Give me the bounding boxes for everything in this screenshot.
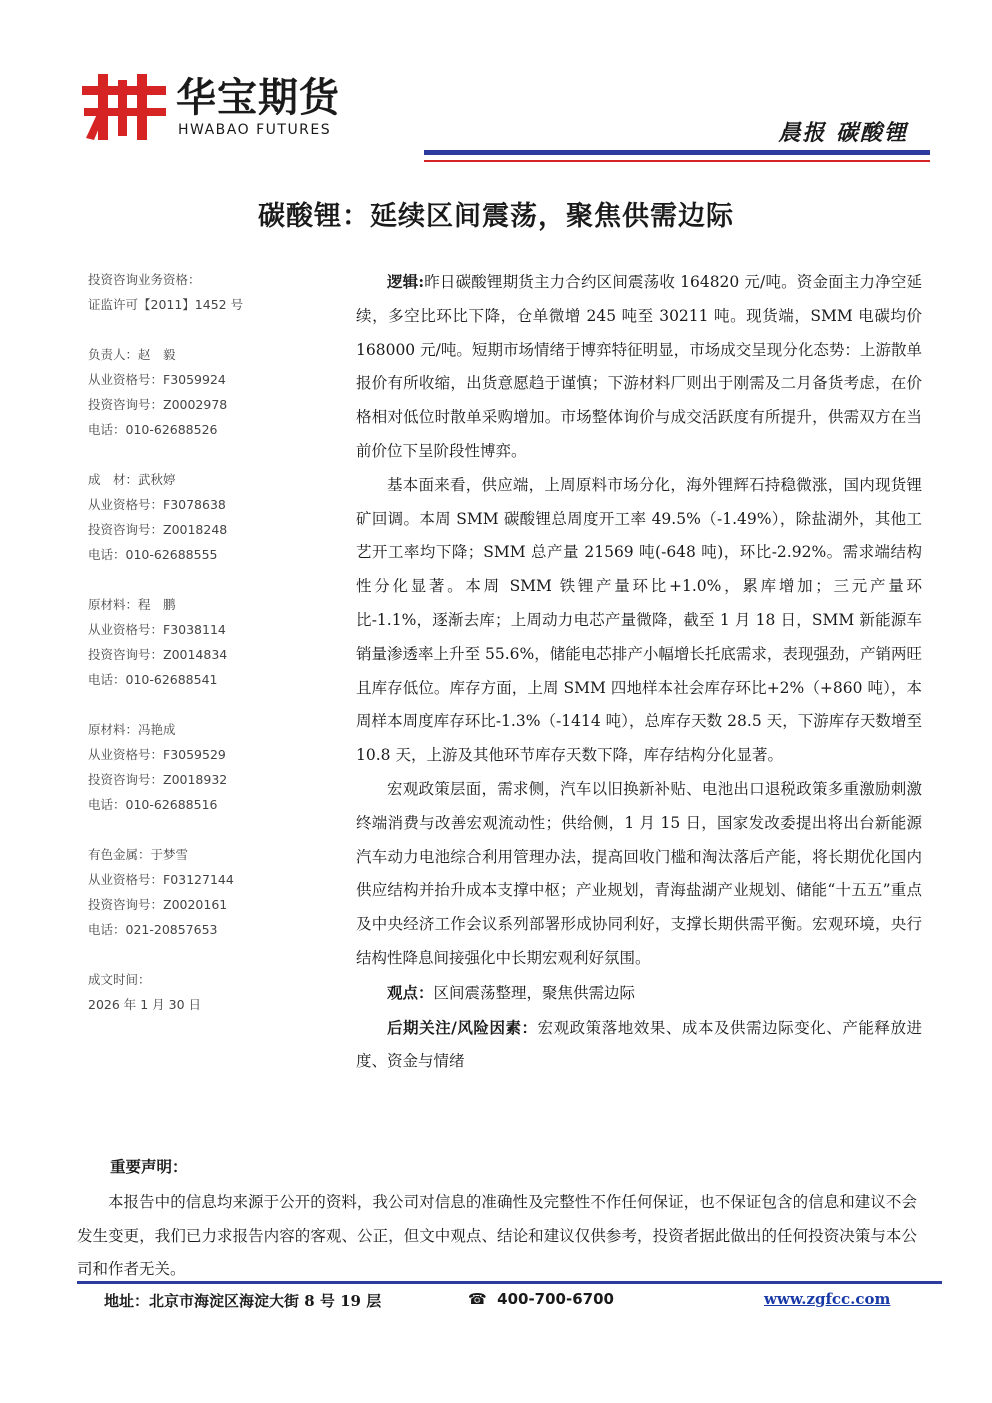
view-label: 观点： <box>387 982 434 1002</box>
analyst-sidebar <box>88 267 328 1017</box>
footer-rule <box>77 1281 942 1284</box>
footer-address: 地址：北京市海淀区海淀大街 8 号 19 层 <box>104 1292 382 1310</box>
date-label: 成文时间： <box>88 972 151 987</box>
telephone-icon: ☎ <box>468 1290 487 1308</box>
macro-paragraph: 宏观政策层面，需求侧，汽车以旧换新补贴、电池出口退税政策多重激励刺激终端消费与改善宏观流动性；供给侧，1 月 15 日，国家发改委提出将出台新能源汽车动力电池综合利用管理办法，提高回收门槛和淘汰落后产能，将长期优化国内供应结构并抬升成本支撑中枢；产业规划，青海盐湖产业规划、储能“十五五”重点及中央经济工作会议系列部署形成协同利好，支撑长期供需平衡。宏观环境，央行结构性降息间接强化中长期宏观利好氛围。 <box>356 779 922 967</box>
analyst-role: 负责人：赵 毅 <box>88 347 176 362</box>
analyst-phone: 电话：010-62688516 <box>88 797 218 812</box>
fundamentals-paragraph: 基本面来看，供应端，上周原料市场分化，海外锂辉石持稳微涨，国内现货锂矿回调。本周 SMM 碳酸锂总周度开工率 49.5%（-1.49%），除盐湖外，其他工艺开工率均下降；SMM 总产量 21569 吨(-648 吨)，环比-2.92%。需求端结构性分化显著。本周 SMM 铁锂产量环比+1.0%，累库增加；三元产量环比-1.1%，逐渐去库；上周动力电芯产量微降，截至 1 月 18 日，SMM 新能源车销量渗透率上升至 55.6%，储能电芯排产小幅增长托底需求，表现强劲，产销两旺且库存低位。库存方面，上周 SMM 四地样本社会库存环比+2%（+860 吨），本周样本周度库存环比-1.3%（-1414 吨），总库存天数 28.5 天，下游库存天数增至 10.8 天，上游及其他环节库存天数下降，库存结构分化显著。 <box>356 475 922 765</box>
footer-phone-number: 400-700-6700 <box>497 1290 614 1308</box>
analyst-phone: 电话：021-20857653 <box>88 922 218 937</box>
analyst-advisory-number: 投资咨询号：Z0020161 <box>88 897 228 912</box>
analyst-role: 原材料：程 鹏 <box>88 597 176 612</box>
logo-chinese-name: 华宝期货 <box>176 75 340 121</box>
analyst-phone: 电话：010-62688526 <box>88 422 218 437</box>
analyst-license: 从业资格号：F3059924 <box>88 372 226 387</box>
risk-paragraph <box>356 1011 922 1080</box>
analyst-block <box>88 342 328 442</box>
risk-text: 宏观政策落地效果、成本及供需边际变化、产能释放进度、资金与情绪 <box>356 1018 922 1071</box>
analyst-role: 有色金属：于梦雪 <box>88 847 189 862</box>
logic-label: 逻辑: <box>387 272 425 291</box>
analyst-license: 从业资格号：F3059529 <box>88 747 226 762</box>
analyst-phone: 电话：010-62688541 <box>88 672 218 687</box>
analyst-block <box>88 842 328 942</box>
analyst-advisory-number: 投资咨询号：Z0014834 <box>88 647 228 662</box>
logo-english-name: HWABAO FUTURES <box>178 122 332 138</box>
header-rule-red <box>424 160 930 162</box>
analyst-license: 从业资格号：F3038114 <box>88 622 226 637</box>
risk-label: 后期关注/风险因素： <box>387 1017 538 1037</box>
analyst-advisory-number: 投资咨询号：Z0018248 <box>88 522 228 537</box>
analyst-role: 成 材：武秋婷 <box>88 472 176 487</box>
analyst-block <box>88 467 328 567</box>
date-value: 2026 年 1 月 30 日 <box>88 997 202 1012</box>
disclaimer-title: 重要声明： <box>110 1157 188 1176</box>
footer-website-link[interactable]: www.zgfcc.com <box>764 1290 891 1308</box>
logic-text: 昨日碳酸锂期货主力合约区间震荡收 164820 元/吨。资金面主力净空延续，多空比环比下降，仓单微增 245 吨至 30211 吨。现货端，SMM 电碳均价 168000 元/吨。短期市场情绪于博弈特征明显，市场成交呈现分化态势：上游散单报价有所收缩，出货意愿趋于谨慎；下游材料厂则出于刚需及二月备货考虑，在价格相对低位时散单采购增加。市场整体询价与成交活跃度有所提升，供需双方在当前价位下呈阶段性博弈。 <box>356 273 922 460</box>
analyst-block <box>88 717 328 817</box>
qualification-label: 投资咨询业务资格： <box>88 272 201 287</box>
analyst-advisory-number: 投资咨询号：Z0002978 <box>88 397 228 412</box>
view-paragraph <box>356 976 922 1011</box>
footer-phone <box>468 1290 614 1308</box>
analyst-block <box>88 592 328 692</box>
analyst-advisory-number: 投资咨询号：Z0018932 <box>88 772 228 787</box>
logic-paragraph <box>356 265 922 469</box>
analyst-license: 从业资格号：F03127144 <box>88 872 234 887</box>
qualification-value: 证监许可【2011】1452 号 <box>88 297 244 312</box>
analyst-role: 原材料：冯艳成 <box>88 722 176 737</box>
analyst-license: 从业资格号：F3078638 <box>88 497 226 512</box>
view-text: 区间震荡整理，聚焦供需边际 <box>433 983 636 1002</box>
report-type-tag: 晨报 碳酸锂 <box>778 120 908 146</box>
disclaimer-text: 本报告中的信息均来源于公开的资料，我公司对信息的准确性及完整性不作任何保证，也不保证包含的信息和建议不会发生变更，我们已力求报告内容的客观、公正，但文中观点、结论和建议仅供参考，投资者据此做出的任何投资决策与本公司和作者无关。 <box>77 1193 917 1278</box>
report-body <box>356 265 922 1079</box>
header-rule-blue <box>424 150 930 155</box>
analyst-phone: 电话：010-62688555 <box>88 547 218 562</box>
report-title: 碳酸锂：延续区间震荡，聚焦供需边际 <box>258 201 734 232</box>
